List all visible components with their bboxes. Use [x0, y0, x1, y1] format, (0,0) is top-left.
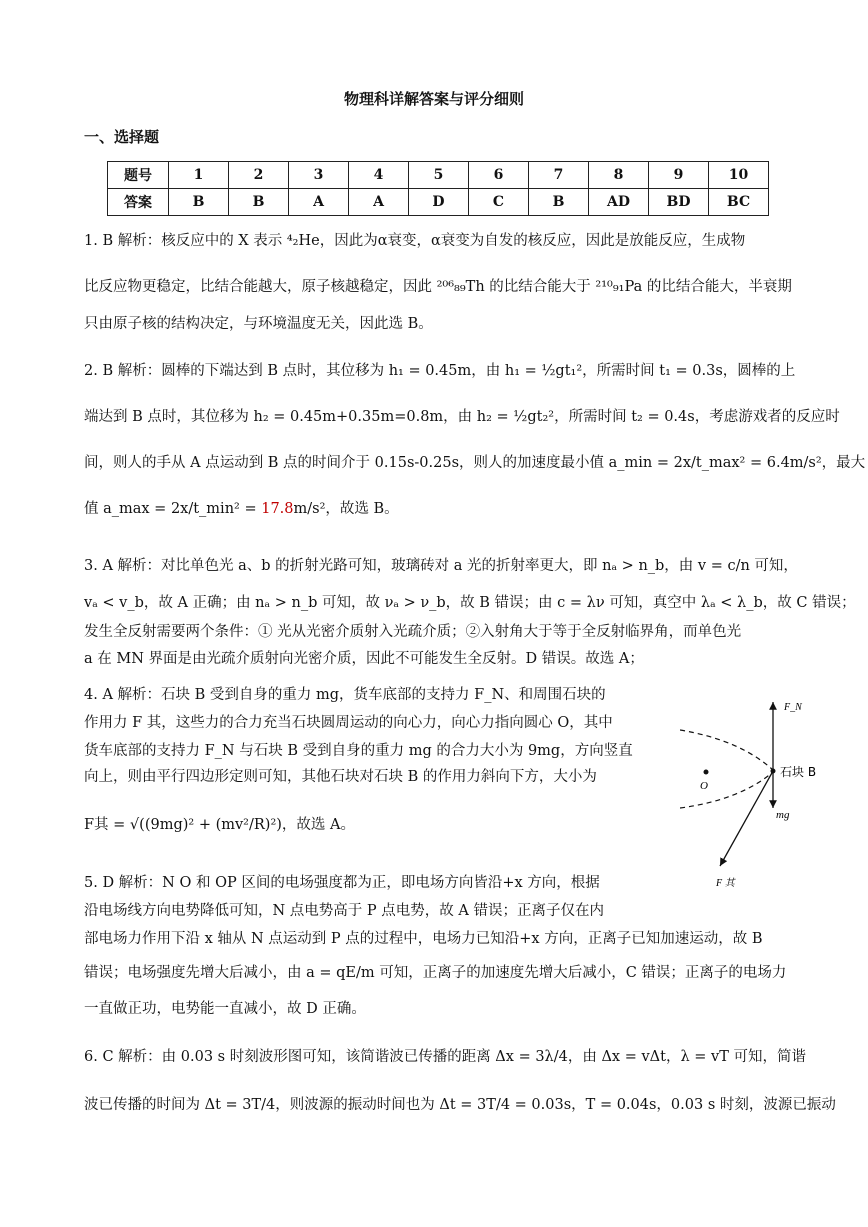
- answer-table: [107, 161, 769, 216]
- q2-line-4: [84, 498, 786, 520]
- circular-path-upper: [680, 730, 773, 770]
- q6-line-2: 波已传播的时间为 Δt = 3T/4，则波源的振动时间也为 Δt = 3T/4 = 0.03s，T = 0.04s，0.03 s 时刻，波源已振动: [84, 1097, 836, 1113]
- mg-label: mg: [776, 809, 790, 821]
- q5-line-2: 沿电场线方向电势降低可知，N 点电势高于 P 点电势，故 A 错误；正离子仅在内: [84, 903, 604, 919]
- q1-line-1: 1. B 解析：核反应中的 X 表示 ⁴₂He，因此为α衰变，α衰变为自发的核反应，因此是放能反应，生成物: [84, 233, 746, 249]
- table-cell: A: [289, 189, 349, 216]
- table-cell: 1: [169, 162, 229, 189]
- q2-line-4-pre: 值 a_max = 2x/t_min² =: [84, 501, 262, 517]
- q3-line-1: 3. A 解析：对比单色光 a、b 的折射光路可知，玻璃砖对 a 光的折射率更大，即 nₐ > n_b，由 v = c/n 可知，: [84, 558, 798, 574]
- q1-line-2: 比反应物更稳定，比结合能越大，原子核越稳定，因此 ²⁰⁶₈₉Th 的比结合能大于 ²¹⁰₉₁Pa 的比结合能大，半衰期: [84, 279, 792, 295]
- q2-line-4-post: m/s²，故选 B。: [293, 501, 399, 517]
- table-cell: 3: [289, 162, 349, 189]
- q2-line-1: 2. B 解析：圆棒的下端达到 B 点时，其位移为 h₁ = 0.45m，由 h₁ = ½gt₁²，所需时间 t₁ = 0.3s，圆棒的上: [84, 363, 796, 379]
- q4-line-1: 4. A 解析：石块 B 受到自身的重力 mg，货车底部的支持力 F_N、和周围石块的: [84, 687, 606, 703]
- table-cell: 6: [469, 162, 529, 189]
- circular-path-lower: [680, 772, 773, 808]
- q4-line-2: 作用力 F 其，这些力的合力充当石块圆周运动的向心力，向心力指向圆心 O，其中: [84, 715, 613, 731]
- table-cell: A: [349, 189, 409, 216]
- q1-line-3: 只由原子核的结构决定，与环境温度无关，因此选 B。: [84, 316, 433, 332]
- table-cell: 7: [529, 162, 589, 189]
- table-cell: B: [229, 189, 289, 216]
- q4-line-5: F其 = √((9mg)² + (mv²/R)²)，故选 A。: [84, 817, 355, 833]
- table-cell: 5: [409, 162, 469, 189]
- table-row-answers: [108, 189, 769, 216]
- table-cell: AD: [589, 189, 649, 216]
- table-row-numbers: [108, 162, 769, 189]
- q2-line-3: 间，则人的手从 A 点运动到 B 点的时间介于 0.15s-0.25s，则人的加速度最小值 a_min = 2x/t_max² = 6.4m/s²，最大: [84, 455, 866, 471]
- table-cell: D: [409, 189, 469, 216]
- table-cell: B: [529, 189, 589, 216]
- q2-line-2: 端达到 B 点时，其位移为 h₂ = 0.45m+0.35m=0.8m，由 h₂ = ½gt₂²，所需时间 t₂ = 0.4s，考虑游戏者的反应时: [84, 409, 840, 425]
- table-cell: 10: [709, 162, 769, 189]
- page-title: 物理科详解答案与评分细则: [343, 90, 524, 108]
- center-point-o: [704, 770, 709, 775]
- section-heading: 一、选择题: [84, 128, 160, 146]
- stone-label: 石块 B: [780, 765, 817, 779]
- table-cell: 2: [229, 162, 289, 189]
- table-cell: BD: [649, 189, 709, 216]
- q3-line-3: 发生全反射需要两个条件：① 光从光密介质射入光疏介质；②入射角大于等于全反射临界角，而单色光: [84, 624, 742, 640]
- fn-label: F_N: [784, 702, 802, 713]
- table-cell: B: [169, 189, 229, 216]
- q4-line-3: 货车底部的支持力 F_N 与石块 B 受到自身的重力 mg 的合力大小为 9mg，方向竖直: [84, 743, 633, 759]
- q5-line-1: 5. D 解析：N O 和 OP 区间的电场强度都为正，即电场方向皆沿+x 方向，根据: [84, 875, 600, 891]
- table-header-answer: 答案: [108, 189, 169, 216]
- table-cell: 4: [349, 162, 409, 189]
- force-diagram: [680, 690, 840, 900]
- q6-line-1: 6. C 解析：由 0.03 s 时刻波形图可知，该简谐波已传播的距离 Δx = 3λ/4，由 Δx = vΔt，λ = vT 可知，简谐: [84, 1049, 806, 1065]
- fqi-arrow: [720, 771, 773, 866]
- q3-line-2: vₐ < v_b，故 A 正确；由 nₐ > n_b 可知，故 νₐ > ν_b，故 B 错误；由 c = λν 可知，真空中 λₐ < λ_b，故 C 错误；: [84, 595, 856, 611]
- table-header-number: 题号: [108, 162, 169, 189]
- q2-max-value: 17.8: [261, 501, 294, 517]
- table-cell: BC: [709, 189, 769, 216]
- table-cell: 8: [589, 162, 649, 189]
- fqi-label: F 其: [716, 878, 735, 889]
- q5-line-3: 部电场力作用下沿 x 轴从 N 点运动到 P 点的过程中，电场力已知沿+x 方向，正离子已知加速运动，故 B: [84, 931, 763, 947]
- o-label: O: [700, 780, 708, 792]
- q5-line-4: 错误；电场强度先增大后减小，由 a = qE/m 可知，正离子的加速度先增大后减小，C 错误；正离子的电场力: [84, 965, 787, 981]
- table-cell: 9: [649, 162, 709, 189]
- q5-line-5: 一直做正功，电势能一直减小，故 D 正确。: [84, 1001, 366, 1017]
- q4-line-4: 向上，则由平行四边形定则可知，其他石块对石块 B 的作用力斜向下方，大小为: [84, 769, 597, 785]
- q3-line-4: a 在 MN 界面是由光疏介质射向光密介质，因此不可能发生全反射。D 错误。故选 A；: [84, 651, 644, 667]
- table-cell: C: [469, 189, 529, 216]
